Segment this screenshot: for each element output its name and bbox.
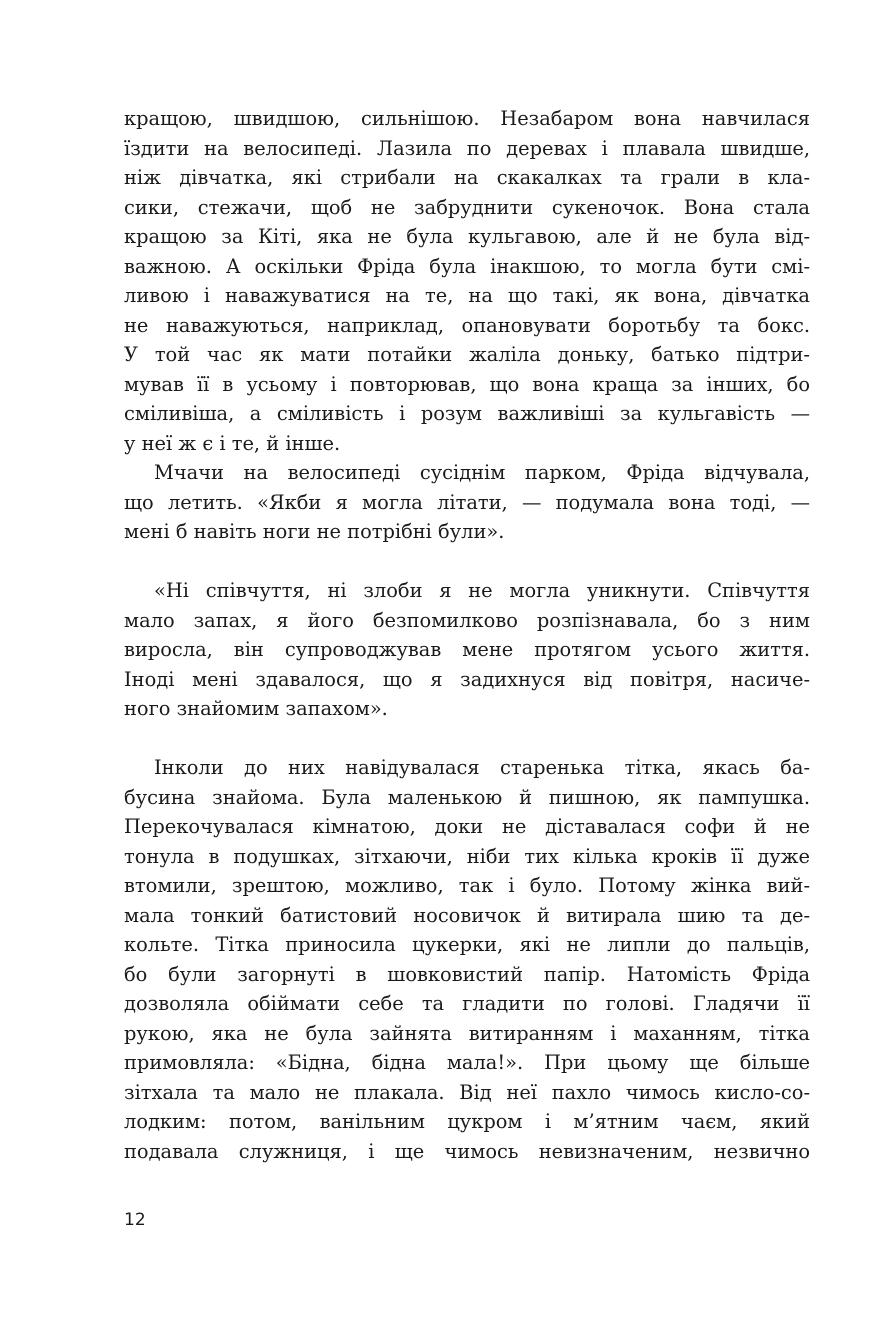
text-line: виросла, він супроводжував мене протягом усього життя. [124,638,810,661]
text-line: мало запах, я його безпомилково розпізнавала, бо з ним [124,608,810,632]
paragraph-gap [124,724,810,754]
paragraph [124,576,810,724]
text-line: бо були загорнуті в шовковистий папір. Натомість Фріда [124,962,810,986]
text-line: У той час як мати потайки жаліла доньку, батько підтри- [124,343,810,366]
text-line: мував її в усьому і повторював, що вона краща за інших, бо [124,372,810,396]
text-line: ного знайомим запахом». [124,697,388,720]
text-line: втомили, зрештою, можливо, так і було. Потому жінка вий- [124,874,810,897]
text-line: важною. А оскільки Фріда була інакшою, то могла бути смі- [124,254,810,278]
text-line: «Ні співчуття, ні злоби я не могла уникнути. Співчуття [154,579,810,602]
text-line: Інколи до них навідувалася старенька тітка, якась ба- [154,756,810,779]
text-line: подавала служниця, і ще чимось невизначеним, незвично [124,1139,810,1163]
text-line: лодким: потом, ванільним цукром і м’ятним чаєм, який [124,1110,810,1133]
text-line: Перекочувалася кімнатою, доки не діставалася софи й не [124,815,810,838]
text-line: що летить. «Якби я могла літати, — подумала вона тоді, — [124,490,810,514]
text-line: тонула в подушках, зітхаючи, ніби тих кілька кроків її дуже [124,844,810,868]
paragraph [124,458,810,547]
text-line: мала тонкий батистовий носовичок й витирала шию та де- [124,903,810,927]
text-line: рукою, яка не була зайнята витиранням і маханням, тітка [124,1021,810,1045]
text-line: сміливіша, а сміливість і розум важливіші за кульгавість — [124,402,810,425]
paragraph-gap [124,547,810,577]
text-line: не наважуються, наприклад, опановувати боротьбу та бокс. [124,313,810,337]
text-line: у неї ж є і те, й інше. [124,431,341,455]
text-line: їздити на велосипеді. Лазила по деревах і плавала швидше, [124,136,810,160]
text-flow [124,104,810,1166]
text-line: ніж дівчатка, які стрибали на скакалках та грали в кла- [124,166,810,189]
paragraph [124,753,810,1166]
text-line: кольте. Тітка приносила цукерки, які не липли до пальців, [124,933,810,956]
book-page-body [124,104,810,1166]
text-line: примовляла: «Бідна, бідна мала!». При цьому ще більше [124,1051,810,1074]
text-line: мені б навіть ноги не потрібні були». [124,520,505,543]
text-line: сики, стежачи, щоб не забруднити сукеночок. Вона стала [124,195,810,219]
text-line: бусина знайома. Була маленькою й пишною, як пампушка. [124,785,810,809]
text-line: зітхала та мало не плакала. Від неї пахло чимось кисло-со- [124,1080,810,1104]
text-line: ливою і наважуватися на те, на що такі, як вона, дівчатка [124,284,810,307]
text-line: Іноді мені здавалося, що я задихнуся від повітря, насиче- [124,667,810,691]
text-line: кращою, швидшою, сильнішою. Незабаром вона навчилася [124,107,810,130]
text-line: Мчачи на велосипеді сусіднім парком, Фріда відчувала, [154,461,810,484]
text-line: кращою за Кіті, яка не була кульгавою, але й не була від- [124,225,810,248]
paragraph [124,104,810,458]
page-number: 12 [124,1210,146,1230]
text-line: дозволяла обіймати себе та гладити по голові. Гладячи її [124,992,810,1015]
